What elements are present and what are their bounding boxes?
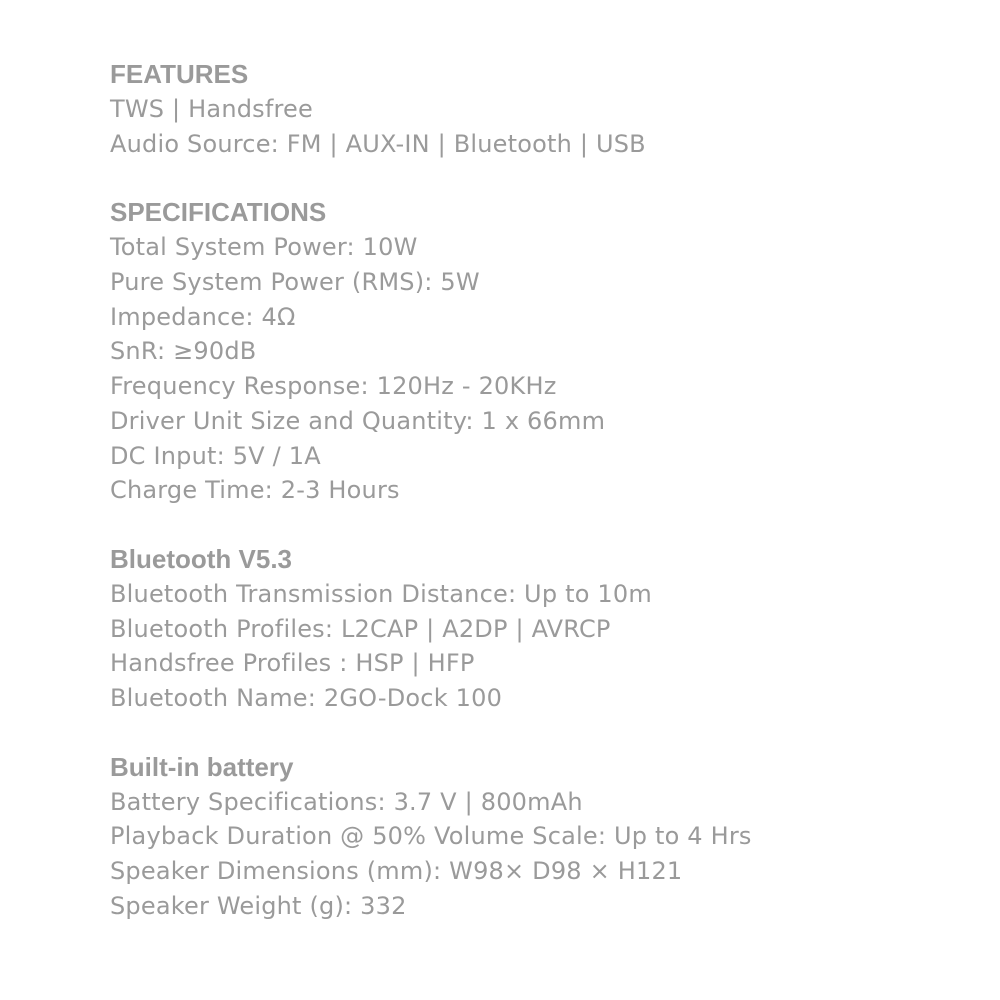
spec-line-impedance: Impedance: 4Ω xyxy=(110,302,296,331)
bluetooth-heading: Bluetooth V5.3 xyxy=(110,544,293,574)
spec-line-dc-input: DC Input: 5V / 1A xyxy=(110,441,321,470)
battery-line-specifications: Battery Specifications: 3.7 V | 800mAh xyxy=(110,787,583,816)
spec-line-driver-unit: Driver Unit Size and Quantity: 1 x 66mm xyxy=(110,406,606,435)
battery-line-playback-duration: Playback Duration @ 50% Volume Scale: Up to 4 Hrs xyxy=(110,822,752,851)
bluetooth-section xyxy=(110,542,970,716)
spec-line-snr: SnR: ≥90dB xyxy=(110,337,257,366)
spec-line-total-power: Total System Power: 10W xyxy=(110,233,418,261)
battery-line-dimensions: Speaker Dimensions (mm): W98× D98 × H121 xyxy=(110,857,683,885)
bluetooth-line-distance: Bluetooth Transmission Distance: Up to 10m xyxy=(110,579,652,608)
battery-line-weight: Speaker Weight (g): 332 xyxy=(110,891,407,920)
battery-section xyxy=(110,750,970,924)
spec-line-charge-time: Charge Time: 2-3 Hours xyxy=(110,476,400,505)
feature-line-audio-source: Audio Source: FM | AUX-IN | Bluetooth | USB xyxy=(110,129,646,158)
battery-heading: Built-in battery xyxy=(110,751,294,782)
features-section xyxy=(110,57,970,161)
features-heading: FEATURES xyxy=(110,59,249,89)
specifications-heading: SPECIFICATIONS xyxy=(110,197,327,228)
spec-line-frequency-response: Frequency Response: 120Hz - 20KHz xyxy=(110,372,557,400)
bluetooth-line-name: Bluetooth Name: 2GO-Dock 100 xyxy=(110,684,503,712)
feature-line-tws: TWS | Handsfree xyxy=(110,94,313,123)
specifications-section xyxy=(110,195,970,508)
spec-line-rms-power: Pure System Power (RMS): 5W xyxy=(110,267,480,296)
bluetooth-line-handsfree-profiles: Handsfree Profiles : HSP | HFP xyxy=(110,649,475,678)
spec-sheet xyxy=(110,57,970,958)
bluetooth-line-profiles: Bluetooth Profiles: L2CAP | A2DP | AVRCP xyxy=(110,614,611,643)
